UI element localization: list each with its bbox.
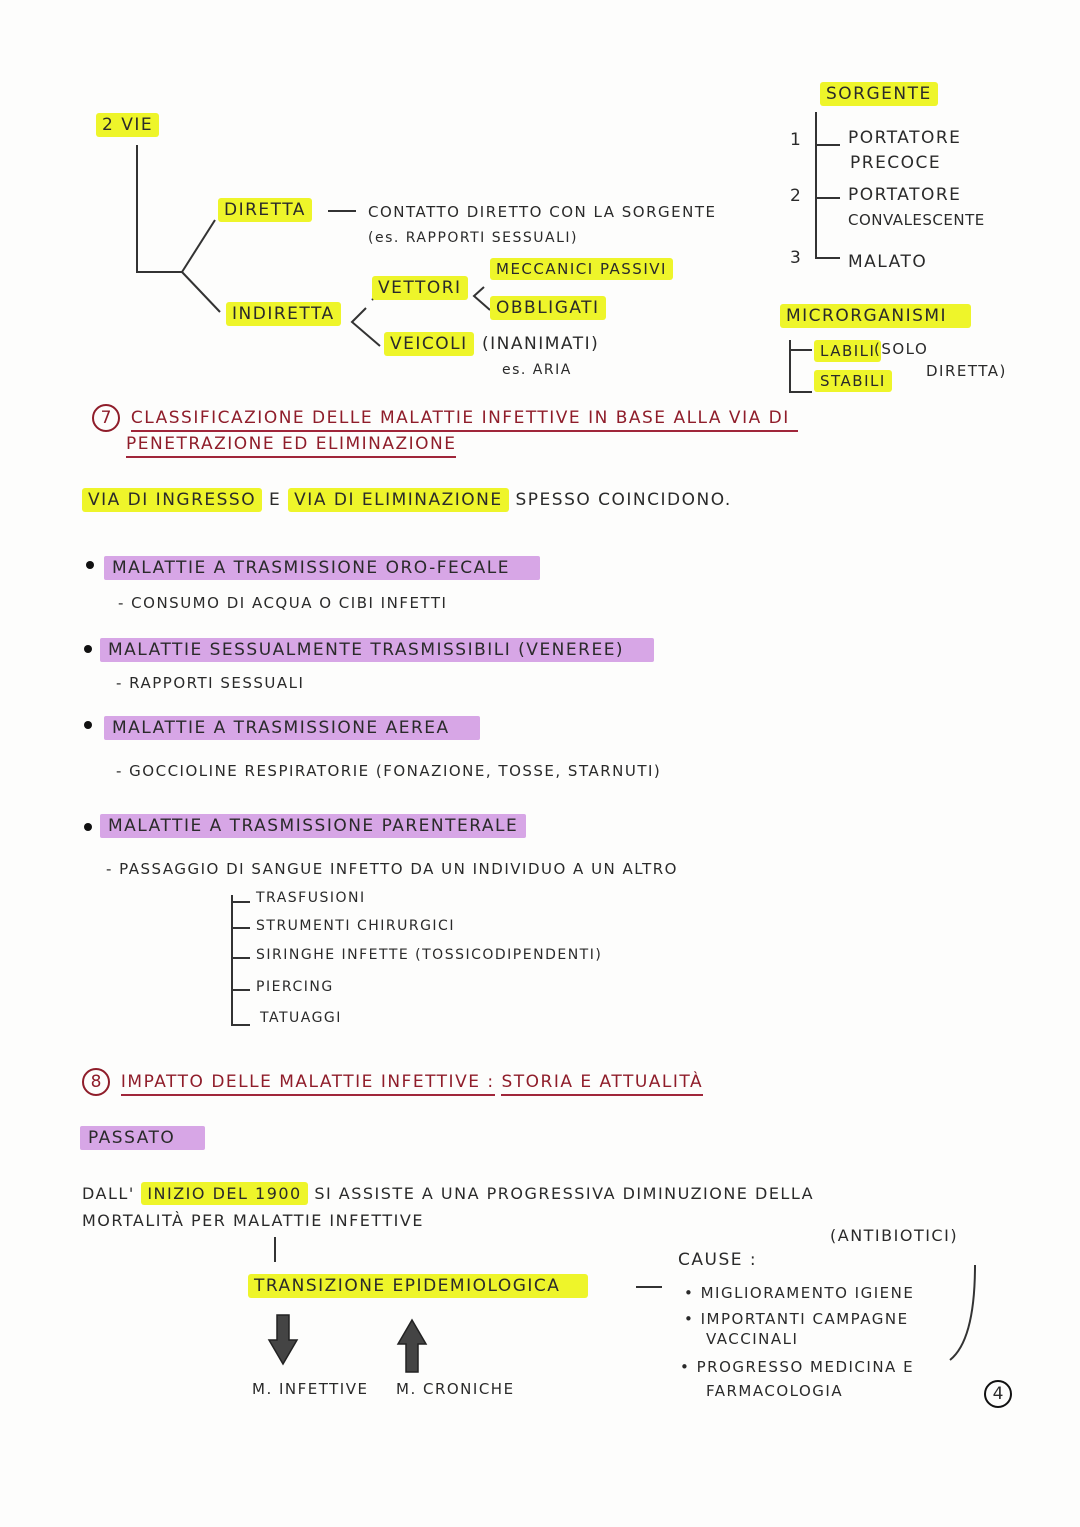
vectors: VETTORI — [372, 276, 468, 300]
vehicles: VEICOLI — [384, 332, 474, 356]
source-item: PORTATORE — [848, 128, 962, 148]
paragraph-line-1 — [82, 1184, 814, 1203]
disease-type: MALATTIE A TRASMISSIONE AEREA — [104, 716, 480, 740]
past-label: PASSATO — [80, 1126, 205, 1150]
antibiotics-note: (ANTIBIOTICI) — [830, 1226, 959, 1245]
air-example: es. ARIA — [502, 362, 572, 378]
page-number: 4 — [984, 1380, 1012, 1408]
text: SI ASSISTE A UNA PROGRESSIVA DIMINUZIONE DELLA — [314, 1184, 815, 1203]
direct-example: (es. RAPPORTI SESSUALI) — [368, 230, 578, 246]
parenteral-route: STRUMENTI CHIRURGICI — [256, 918, 455, 934]
section-number: 7 — [92, 404, 120, 432]
parenteral-route: TRASFUSIONI — [256, 890, 366, 906]
labile-note-direct: DIRETTA) — [926, 362, 1007, 380]
source-item: PORTATORE — [848, 185, 962, 205]
cause-item: VACCINALI — [706, 1330, 799, 1348]
bullet — [84, 645, 92, 653]
parenteral-route: TATUAGGI — [260, 1010, 342, 1026]
microorganisms-title: MICRORGANISMI — [780, 304, 971, 328]
source-number: 1 — [790, 130, 803, 150]
disease-desc: - RAPPORTI SESSUALI — [116, 674, 305, 692]
coincide-text: SPESSO COINCIDONO. — [515, 490, 732, 510]
section-number: 8 — [82, 1068, 110, 1096]
paragraph-line-2: MORTALITÀ PER MALATTIE INFETTIVE — [82, 1211, 424, 1230]
title-part-1: IMPATTO DELLE MALATTIE INFETTIVE : — [121, 1072, 495, 1096]
cause-item: • PROGRESSO MEDICINA E — [680, 1358, 915, 1376]
cause-item: • IMPORTANTI CAMPAGNE — [684, 1310, 909, 1328]
two-ways-label: 2 VIE — [96, 113, 159, 137]
causes-label: CAUSE : — [678, 1250, 758, 1270]
epidemiological-transition: TRANSIZIONE EPIDEMIOLOGICA — [248, 1274, 588, 1298]
section-8-title — [82, 1068, 703, 1096]
entry-way: VIA DI INGRESSO — [82, 488, 262, 512]
source-number: 3 — [790, 248, 803, 268]
source-item: CONVALESCENTE — [848, 211, 985, 229]
disease-desc: - PASSAGGIO DI SANGUE INFETTO DA UN INDIVIDUO A UN ALTRO — [106, 860, 678, 878]
source-item: MALATO — [848, 252, 928, 272]
text: DALL' — [82, 1184, 135, 1203]
disease-type: MALATTIE A TRASMISSIONE ORO-FECALE — [104, 556, 540, 580]
title-line-1: CLASSIFICAZIONE DELLE MALATTIE INFETTIVE IN BASE ALLA VIA DI — [131, 408, 798, 432]
bullet — [84, 721, 92, 729]
inanimate: (INANIMATI) — [482, 334, 600, 354]
labile: LABILI — [814, 340, 881, 362]
indirect-way: INDIRETTA — [226, 302, 341, 326]
cause-item: • MIGLIORAMENTO IGIENE — [684, 1284, 915, 1302]
title-part-2: STORIA E ATTUALITÀ — [501, 1072, 703, 1096]
chronic-diseases-increase: M. CRONICHE — [396, 1380, 515, 1398]
bullet — [84, 823, 92, 831]
disease-type: MALATTIE A TRASMISSIONE PARENTERALE — [100, 814, 526, 838]
conjunction: E — [269, 490, 282, 510]
title-line-2: PENETRAZIONE ED ELIMINAZIONE — [126, 434, 456, 458]
disease-type: MALATTIE SESSUALMENTE TRASMISSIBILI (VENEREE) — [100, 638, 654, 662]
source-item: PRECOCE — [850, 153, 942, 173]
stable: STABILI — [814, 370, 892, 392]
direct-desc: CONTATTO DIRETTO CON LA SORGENTE — [368, 203, 717, 221]
highlight-date: INIZIO DEL 1900 — [141, 1182, 307, 1205]
source-title: SORGENTE — [820, 82, 938, 106]
source-number: 2 — [790, 186, 803, 206]
exit-way: VIA DI ELIMINAZIONE — [288, 488, 508, 512]
disease-desc: - GOCCIOLINE RESPIRATORIE (FONAZIONE, TOSSE, STARNUTI) — [116, 762, 662, 780]
labile-note: (SOLO — [874, 340, 929, 358]
bullet — [86, 561, 94, 569]
disease-desc: - CONSUMO DI ACQUA O CIBI INFETTI — [118, 594, 448, 612]
obligate: OBBLIGATI — [490, 296, 606, 320]
mechanical-passive: MECCANICI PASSIVI — [490, 258, 673, 280]
parenteral-route: SIRINGHE INFETTE (TOSSICODIPENDENTI) — [256, 947, 603, 963]
cause-item: FARMACOLOGIA — [706, 1382, 844, 1400]
section-7-title — [92, 404, 798, 432]
direct-way: DIRETTA — [218, 198, 312, 222]
infectious-diseases-decrease: M. INFETTIVE — [252, 1380, 369, 1398]
parenteral-route: PIERCING — [256, 979, 334, 995]
entry-exit-sentence — [82, 490, 732, 510]
